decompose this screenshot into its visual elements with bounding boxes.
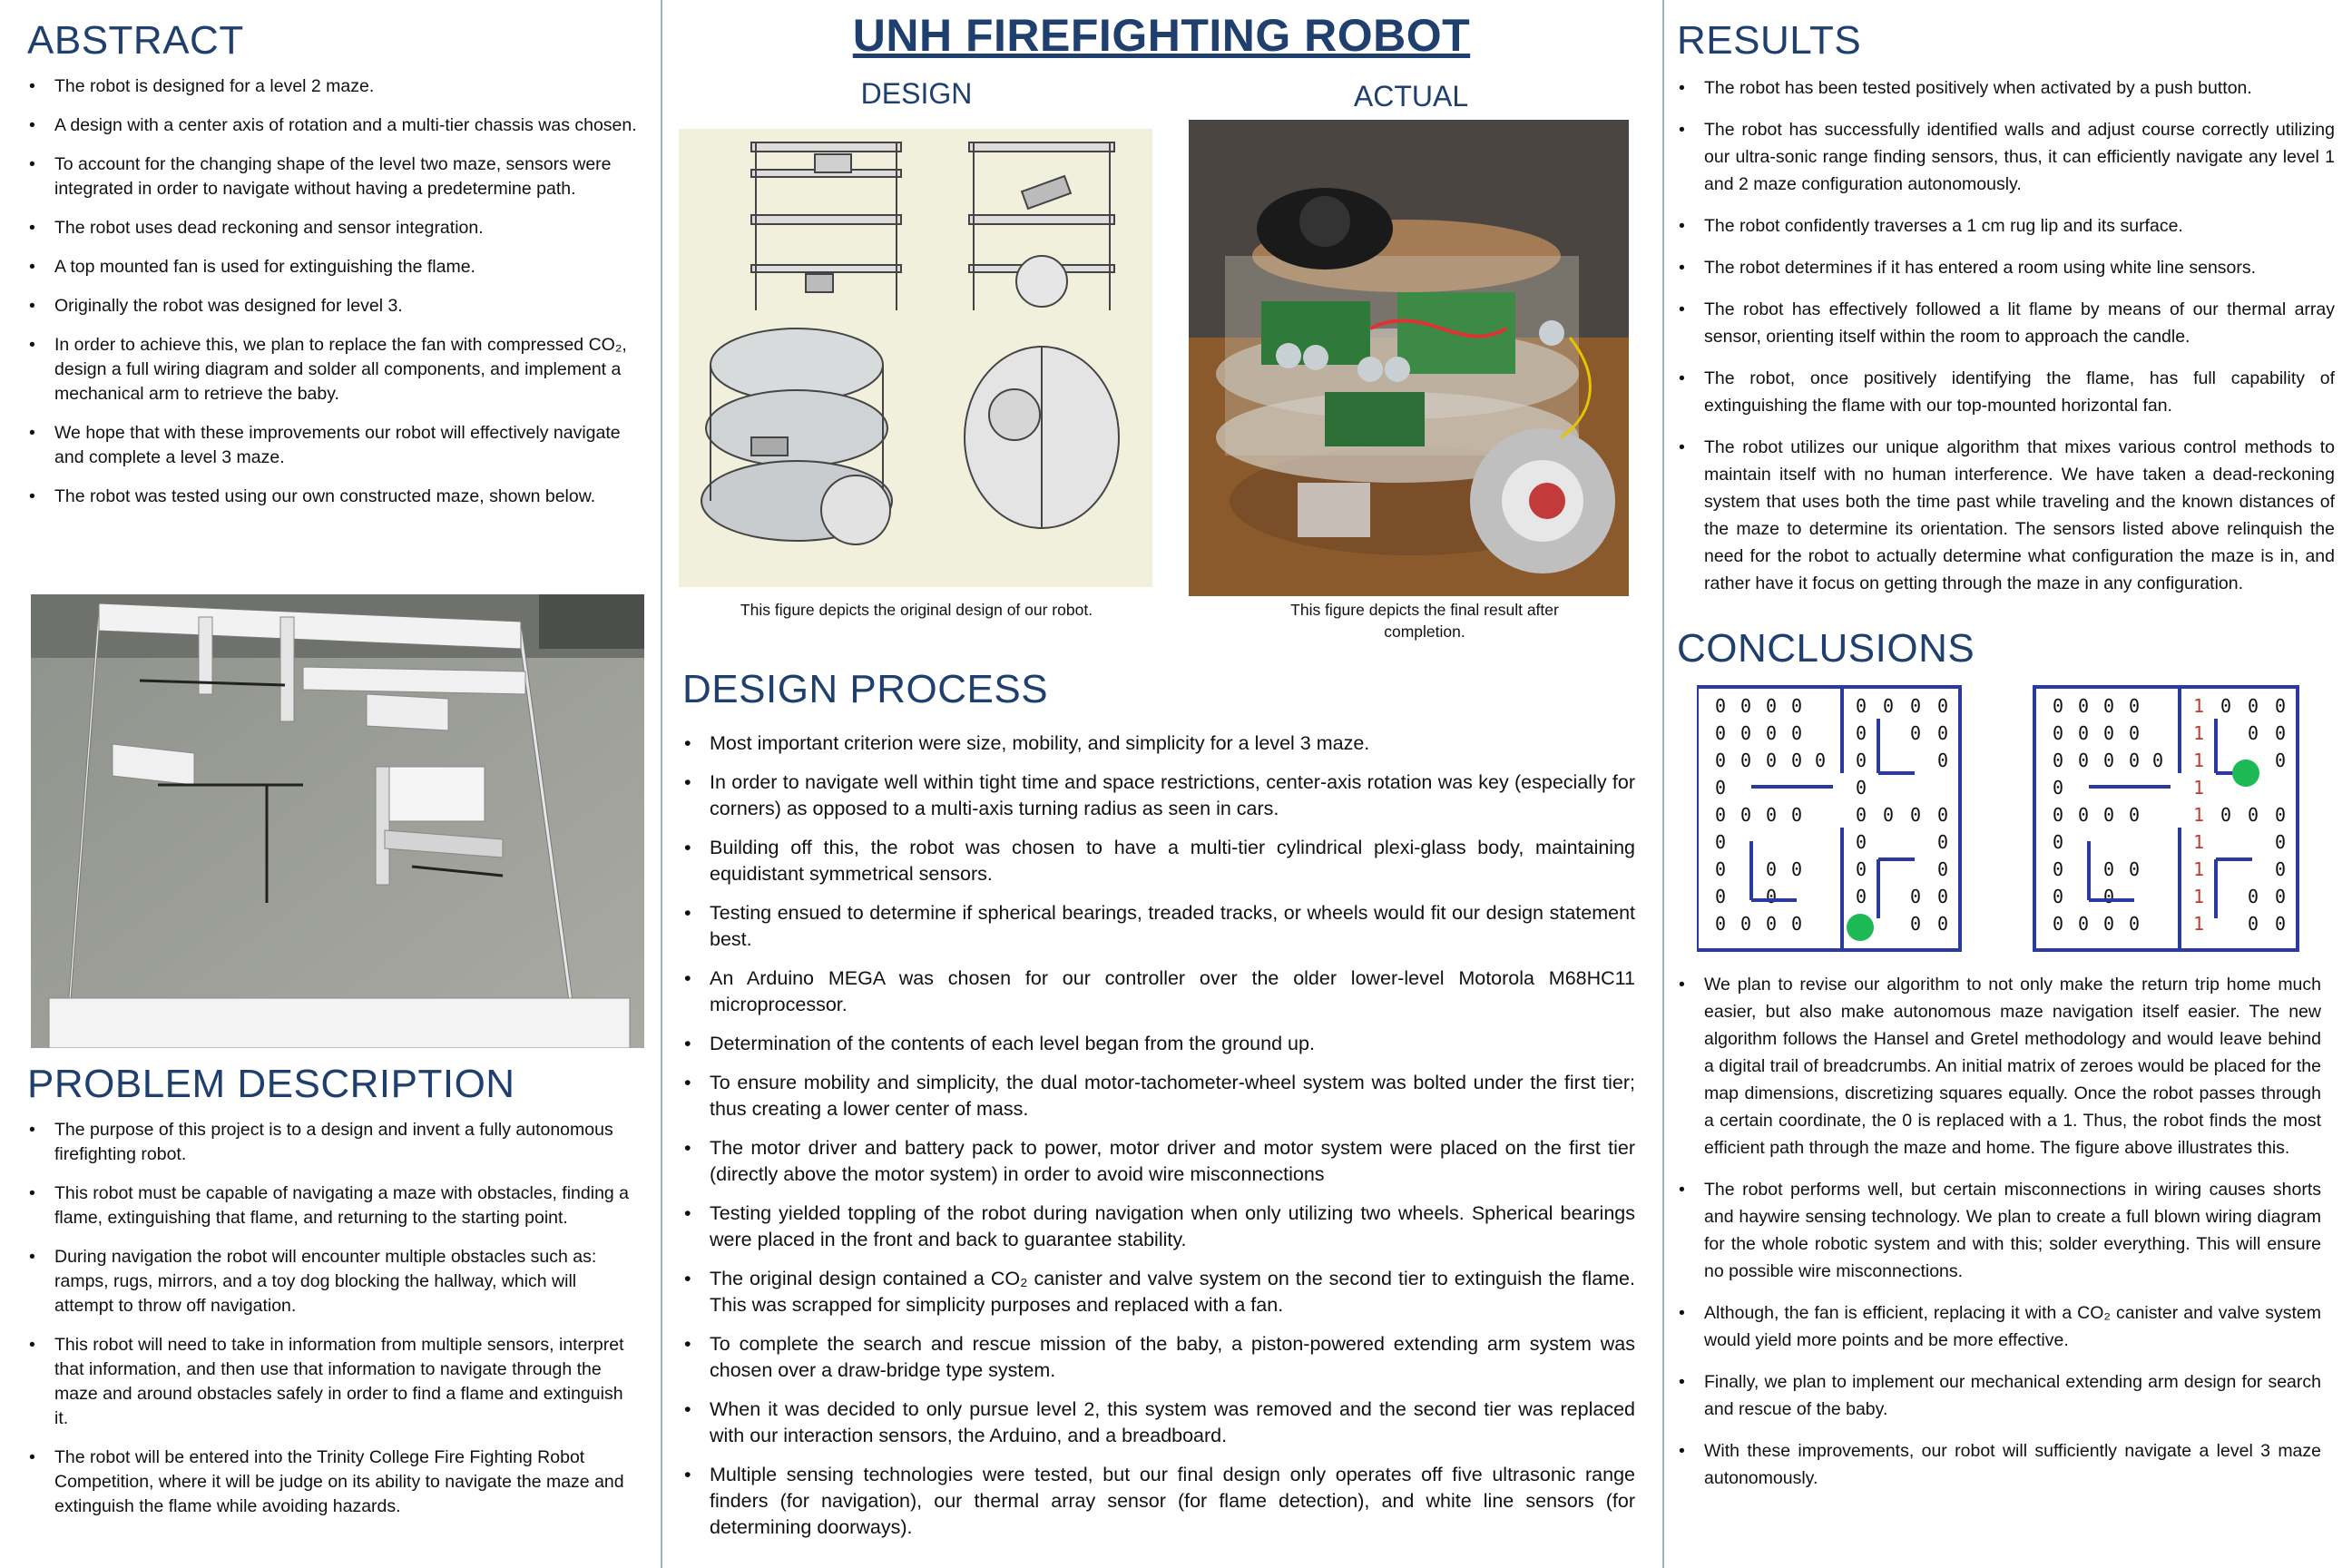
list-item: • The robot was tested using our own constructed maze, shown below. xyxy=(27,485,644,509)
grid-cell-value: 0 xyxy=(1740,750,1752,771)
list-item: • The robot has been tested positively when activated by a push button. xyxy=(1677,74,2335,102)
grid-cell-value: 0 xyxy=(2220,695,2232,717)
grid-cell-value: 0 xyxy=(1791,722,1803,744)
grid-cell-value: 0 xyxy=(1910,695,1922,717)
left-column xyxy=(27,0,644,524)
grid-cell-value: 0 xyxy=(1715,804,1727,826)
grid-cell-value: 0 xyxy=(2053,804,2064,826)
poster-title xyxy=(676,9,1647,62)
grid-cell-value: 0 xyxy=(2078,913,2090,935)
list-item: • This robot must be capable of navigating a maze with obstacles, finding a flame, extinguishing that flame, and returning to the starting point. xyxy=(27,1181,635,1230)
grid-cell-value: 0 xyxy=(1937,722,1949,744)
list-item: • To ensure mobility and simplicity, the dual motor-tachometer-wheel system was bolted under the first tier; thus creating a lower center of mass. xyxy=(682,1070,1635,1122)
grid-cell-value: 0 xyxy=(1937,858,1949,880)
grid-cell-value: 0 xyxy=(1740,804,1752,826)
list-item: • We hope that with these improvements our robot will effectively navigate and complete a level 3 maze. xyxy=(27,421,644,470)
list-item: • The robot has effectively followed a lit flame by means of our thermal array sensor, orienting itself within the room to approach the candle. xyxy=(1677,296,2335,350)
column-divider-left xyxy=(661,0,662,1568)
grid-cell-value: 1 xyxy=(2193,722,2205,744)
grid-cell-value: 0 xyxy=(1715,913,1727,935)
maze-photo-illustration xyxy=(31,594,644,1048)
conclusions-list xyxy=(1677,971,2321,1492)
grid-cell-value: 0 xyxy=(2129,913,2141,935)
grid-cell-value: 0 xyxy=(2103,858,2115,880)
grid-cell-value: 1 xyxy=(2193,913,2205,935)
grid-cell-value: 0 xyxy=(2103,886,2115,907)
list-item: • Determination of the contents of each level began from the ground up. xyxy=(682,1031,1635,1057)
grid-cell-value: 0 xyxy=(1715,831,1727,853)
grid-cell-value: 0 xyxy=(1910,804,1922,826)
grid-cell-value: 0 xyxy=(1740,913,1752,935)
design-cad-figure xyxy=(679,129,1152,587)
grid-cell-value: 0 xyxy=(2129,858,2141,880)
list-item: • An Arduino MEGA was chosen for our controller over the older lower-level Motorola M68HC11 microprocessor. xyxy=(682,965,1635,1018)
grid-cell-value: 0 xyxy=(2275,913,2287,935)
grid-cell-value: 0 xyxy=(2078,750,2090,771)
conclusions-section xyxy=(1677,971,2321,1506)
grid-cell-value: 1 xyxy=(2193,886,2205,907)
list-item: • Building off this, the robot was chosen to have a multi-tier cylindrical plexi-glass body, maintaining equidistant symmetrical sensors. xyxy=(682,835,1635,887)
grid-cell-value: 1 xyxy=(2193,777,2205,799)
list-item: • During navigation the robot will encounter multiple obstacles such as: ramps, rugs, mirrors, and a toy dog blocking the hallway, which will attempt to throw off navigation. xyxy=(27,1245,635,1318)
page-title: UNH FIREFIGHTING ROBOT xyxy=(852,10,1471,61)
grid-cell-value: 0 xyxy=(2103,804,2115,826)
grid-cell-value: 0 xyxy=(1740,722,1752,744)
list-item: • Most important criterion were size, mobility, and simplicity for a level 3 maze. xyxy=(682,730,1635,757)
grid-cell-value: 0 xyxy=(2275,804,2287,826)
grid-cell-value: 0 xyxy=(1766,750,1778,771)
grid-cell-value: 0 xyxy=(1856,777,1867,799)
grid-cell-value: 0 xyxy=(2053,750,2064,771)
grid-cell-value: 0 xyxy=(2078,695,2090,717)
flame-marker xyxy=(2232,760,2259,787)
list-item: • With these improvements, our robot will sufficiently navigate a level 3 maze autonomously. xyxy=(1677,1437,2321,1492)
list-item: • In order to navigate well within tight time and space restrictions, center-axis rotation was key (especially for corners) as opposed to a multi-axis turning radius as seen in cars. xyxy=(682,769,1635,822)
list-item: • To complete the search and rescue mission of the baby, a piston-powered extending arm system was chosen over a draw-bridge type system. xyxy=(682,1331,1635,1384)
list-item: • Finally, we plan to implement our mechanical extending arm design for search and rescue of the baby. xyxy=(1677,1368,2321,1423)
grid-cell-value: 0 xyxy=(1766,913,1778,935)
grid-cell-value: 0 xyxy=(1815,750,1827,771)
grid-cell-value: 0 xyxy=(2248,722,2259,744)
grid-cell-value: 0 xyxy=(1910,886,1922,907)
design-process-heading: DESIGN PROCESS xyxy=(682,667,1049,711)
grid-cell-value: 0 xyxy=(1766,695,1778,717)
list-item: • A design with a center axis of rotation and a multi-tier chassis was chosen. xyxy=(27,113,644,138)
results-heading: RESULTS xyxy=(1677,18,1862,63)
actual-caption: This figure depicts the final result after completion. xyxy=(1290,601,1559,641)
list-item: • Originally the robot was designed for level 3. xyxy=(27,294,644,318)
grid-cell-value: 0 xyxy=(1910,913,1922,935)
grid-cell-value: 0 xyxy=(1715,722,1727,744)
grid-cell-value: 1 xyxy=(2193,695,2205,717)
grid-cell-value: 0 xyxy=(2053,913,2064,935)
grid-cell-value: 0 xyxy=(2248,695,2259,717)
grid-cell-value: 0 xyxy=(1937,831,1949,853)
grid-cell-value: 0 xyxy=(1715,695,1727,717)
grid-cell-value: 0 xyxy=(2129,695,2141,717)
list-item: • The robot is designed for a level 2 maze. xyxy=(27,74,644,99)
grid-cell-value: 0 xyxy=(2275,886,2287,907)
list-item: • A top mounted fan is used for extinguishing the flame. xyxy=(27,255,644,279)
grid-cell-value: 0 xyxy=(1856,722,1867,744)
grid-cell-value: 0 xyxy=(1937,804,1949,826)
design-cad-illustration xyxy=(679,129,1152,587)
list-item: • The robot will be entered into the Trinity College Fire Fighting Robot Competition, where it will be judge on its ability to navigate the maze and extinguish the flame while avoiding hazards. xyxy=(27,1446,635,1519)
list-item: • The robot, once positively identifying the flame, has full capability of extinguishing the flame with our top-mounted horizontal fan. xyxy=(1677,365,2335,419)
abstract-heading: ABSTRACT xyxy=(27,18,244,63)
grid-cell-value: 0 xyxy=(2078,722,2090,744)
grid-cell-value: 0 xyxy=(2103,695,2115,717)
list-item: • Multiple sensing technologies were tested, but our final design only operates off five ultrasonic range finders (for navigation), our thermal array sensor (for flame detection), and white line sensors (for determining doorways). xyxy=(682,1462,1635,1541)
list-item: • The robot determines if it has entered a room using white line sensors. xyxy=(1677,254,2335,281)
grid-cell-value: 0 xyxy=(1883,695,1895,717)
grid-cell-value: 0 xyxy=(1715,777,1727,799)
maze-grid-figure xyxy=(1697,682,2332,955)
grid-cell-value: 0 xyxy=(2275,695,2287,717)
results-list xyxy=(1677,74,2335,597)
grid-cell-value: 0 xyxy=(1883,804,1895,826)
grid-cell-value: 0 xyxy=(2103,913,2115,935)
list-item: • The robot confidently traverses a 1 cm rug lip and its surface. xyxy=(1677,212,2335,240)
maze-photo xyxy=(31,594,644,1048)
grid-cell-value: 0 xyxy=(1856,804,1867,826)
grid-cell-value: 0 xyxy=(2275,750,2287,771)
grid-cell-value: 0 xyxy=(2248,886,2259,907)
grid-cell-value: 0 xyxy=(1910,722,1922,744)
list-item: • In order to achieve this, we plan to replace the fan with compressed CO₂, design a full wiring diagram and solder all components, and implement a mechanical arm to retrieve the baby. xyxy=(27,333,644,407)
list-item: • Testing ensued to determine if spherical bearings, treaded tracks, or wheels would fit our design statement best. xyxy=(682,900,1635,953)
list-item: • The robot utilizes our unique algorithm that mixes various control methods to maintain itself with no human interference. We have taken a dead-reckoning system that uses both the time past while traveling and the known distances of the maze to determine its orientation. The sensors listed above relinquish the need for the robot to actually determine what configuration the maze is in, and rather have it focus on getting through the maze in any configuration. xyxy=(1677,434,2335,597)
grid-cell-value: 0 xyxy=(1791,750,1803,771)
actual-robot-photo xyxy=(1189,120,1629,596)
grid-cell-value: 0 xyxy=(1715,886,1727,907)
grid-cell-value: 0 xyxy=(1791,858,1803,880)
list-item: • We plan to revise our algorithm to not only make the return trip home much easier, but also make autonomous maze navigation itself easier. The new algorithm follows the Hansel and Gretel methodology and would leave behind a digital trail of breadcrumbs. An initial matrix of zeroes would be placed for the map dimensions, discretizing squares equally. Once the robot passes through a certain coordinate, the 0 is replaced with a 1. Thus, the robot finds the most efficient path through the maze and home. The figure above illustrates this. xyxy=(1677,971,2321,1161)
list-item: • The motor driver and battery pack to power, motor driver and motor system were placed on the first tier (directly above the motor system) in order to avoid wire misconnections xyxy=(682,1135,1635,1188)
list-item: • This robot will need to take in information from multiple sensors, interpret that information, and then use that information to navigate through the maze and around obstacles safely in order to find a flame and extinguish it. xyxy=(27,1333,635,1431)
grid-cell-value: 0 xyxy=(2129,750,2141,771)
list-item: • Testing yielded toppling of the robot during navigation when only utilizing two wheels. Spherical bearings were placed in the front and back to guarantee stability. xyxy=(682,1200,1635,1253)
grid-cell-value: 0 xyxy=(1766,858,1778,880)
grid-cell-value: 0 xyxy=(2103,750,2115,771)
grid-cell-value: 0 xyxy=(2053,722,2064,744)
grid-cell-value: 0 xyxy=(1791,913,1803,935)
list-item: • The robot has successfully identified walls and adjust course correctly utilizing our ultra-sonic range finding sensors, thus, it can efficiently navigate any level 1 and 2 maze configuration autonomously. xyxy=(1677,116,2335,198)
grid-cell-value: 0 xyxy=(2152,750,2164,771)
grid-cell-value: 0 xyxy=(1937,695,1949,717)
list-item: • The original design contained a CO₂ canister and valve system on the second tier to extinguish the flame. This was scrapped for simplicity purposes and replaced with a fan. xyxy=(682,1266,1635,1318)
grid-cell-value: 0 xyxy=(1766,722,1778,744)
grid-cell-value: 0 xyxy=(1856,695,1867,717)
grid-cell-value: 0 xyxy=(1715,750,1727,771)
grid-cell-value: 0 xyxy=(1856,886,1867,907)
grid-cell-value: 0 xyxy=(1937,886,1949,907)
list-item: • Although, the fan is efficient, replacing it with a CO₂ canister and valve system would yield more points and be more effective. xyxy=(1677,1299,2321,1354)
list-item: • To account for the changing shape of the level two maze, sensors were integrated in order to navigate without having a predetermine path. xyxy=(27,152,644,201)
grid-cell-value: 0 xyxy=(2275,722,2287,744)
robot-photo-illustration xyxy=(1189,120,1629,596)
grid-cell-value: 0 xyxy=(1856,831,1867,853)
grid-cell-value: 0 xyxy=(1715,858,1727,880)
grid-cell-value: 1 xyxy=(2193,831,2205,853)
design-caption: This figure depicts the original design of our robot. xyxy=(740,601,1093,619)
grid-cell-value: 0 xyxy=(2053,695,2064,717)
grid-cell-value: 0 xyxy=(2248,804,2259,826)
grid-cell-value: 0 xyxy=(1856,750,1867,771)
results-section xyxy=(1677,18,2335,612)
maze-grid-diagram xyxy=(1697,682,2332,955)
list-item: • The purpose of this project is to a design and invent a fully autonomous firefighting robot. xyxy=(27,1118,635,1167)
problem-heading: PROBLEM DESCRIPTION xyxy=(27,1062,515,1106)
grid-cell-value: 0 xyxy=(2053,777,2064,799)
design-process-list xyxy=(682,730,1635,1541)
grid-cell-value: 0 xyxy=(1740,695,1752,717)
grid-cell-value: 0 xyxy=(2078,804,2090,826)
grid-cell-value: 0 xyxy=(2275,831,2287,853)
flame-marker xyxy=(1847,914,1874,941)
grid-cell-value: 0 xyxy=(1856,858,1867,880)
grid-cell-value: 1 xyxy=(2193,858,2205,880)
grid-cell-value: 1 xyxy=(2193,804,2205,826)
grid-cell-value: 0 xyxy=(2275,858,2287,880)
list-item: • The robot uses dead reckoning and sensor integration. xyxy=(27,216,644,240)
grid-cell-value: 0 xyxy=(1766,804,1778,826)
grid-cell-value: 0 xyxy=(1937,750,1949,771)
grid-cell-value: 1 xyxy=(2193,750,2205,771)
conclusions-heading: CONCLUSIONS xyxy=(1677,626,1975,671)
grid-cell-value: 0 xyxy=(1791,695,1803,717)
grid-cell-value: 0 xyxy=(2053,858,2064,880)
list-item: • The robot performs well, but certain misconnections in wiring causes shorts and haywire sensing technology. We plan to create a full blown wiring diagram for the whole robotic system and with this; solder everything. This will ensure no possible wire misconnections. xyxy=(1677,1176,2321,1285)
actual-label: ACTUAL xyxy=(1353,80,1469,113)
list-item: • When it was decided to only pursue level 2, this system was removed and the second tier was replaced with our interaction sensors, the Arduino, and a breadboard. xyxy=(682,1396,1635,1449)
grid-cell-value: 0 xyxy=(1766,886,1778,907)
design-label: DESIGN xyxy=(860,77,973,110)
problem-section xyxy=(27,1062,635,1534)
grid-cell-value: 0 xyxy=(1791,804,1803,826)
grid-cell-value: 0 xyxy=(2103,722,2115,744)
abstract-list xyxy=(27,74,644,509)
grid-cell-value: 0 xyxy=(2220,804,2232,826)
grid-cell-value: 0 xyxy=(1937,913,1949,935)
grid-cell-value: 0 xyxy=(2053,886,2064,907)
grid-cell-value: 0 xyxy=(2053,831,2064,853)
grid-cell-value: 0 xyxy=(2248,913,2259,935)
column-divider-right xyxy=(1662,0,1664,1568)
grid-cell-value: 0 xyxy=(2129,722,2141,744)
design-process-section xyxy=(682,667,1635,1553)
grid-cell-value: 0 xyxy=(2129,804,2141,826)
problem-list xyxy=(27,1118,635,1519)
